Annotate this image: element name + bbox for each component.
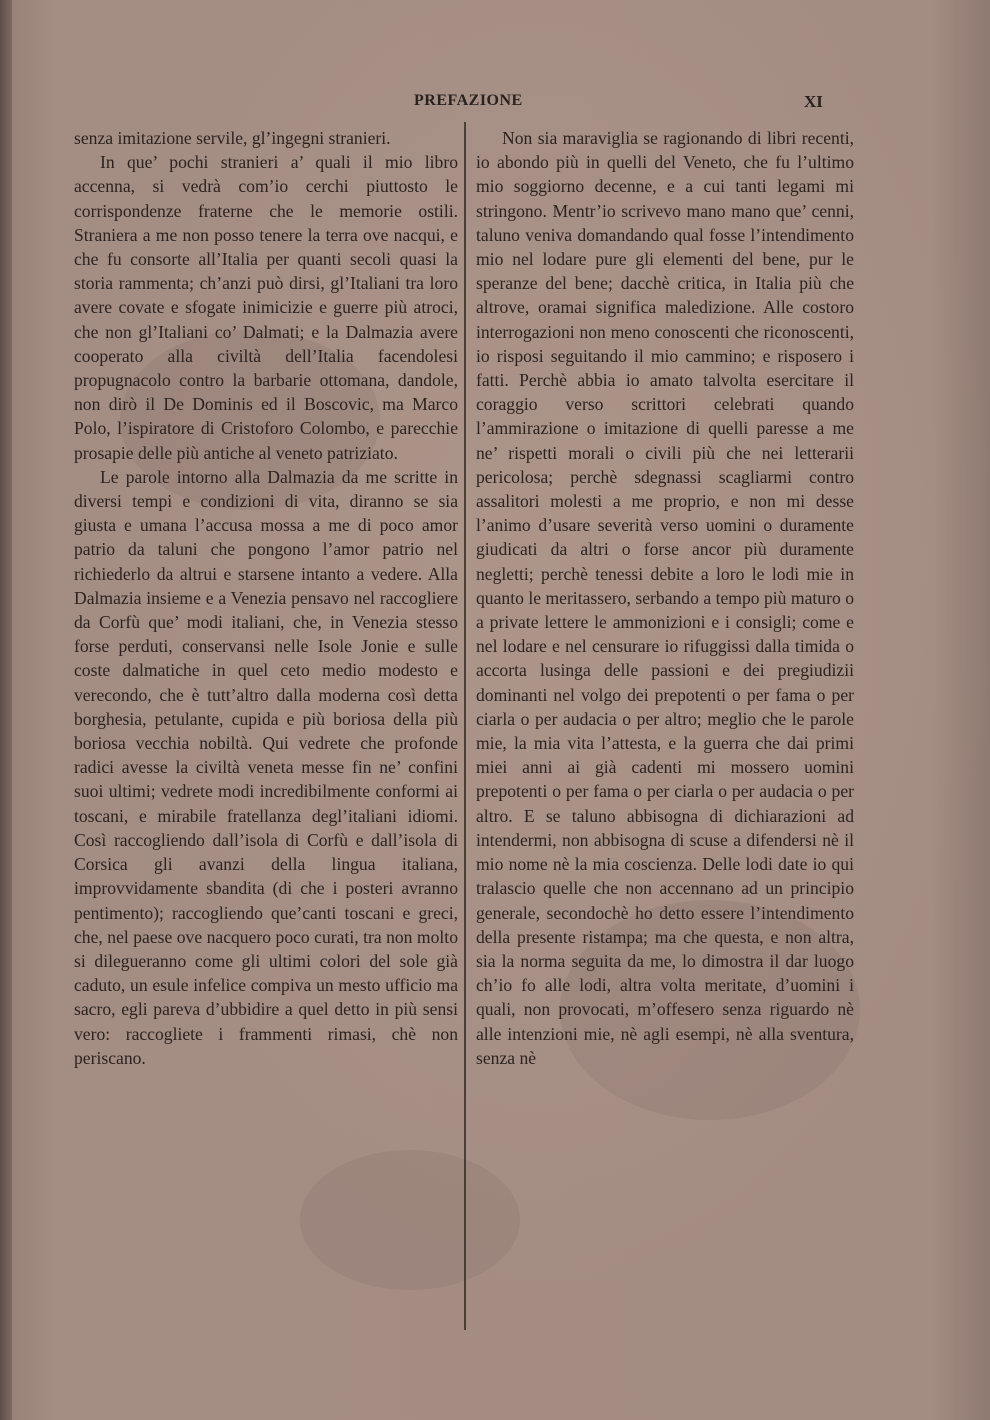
right-paragraph-1: Non sia maraviglia se ragionando di libri recenti, io abondo più in quelli del Veneto, che fu l’ultimo mio soggiorno decenne, e a cui tanti legami mi stringono. Mentr’io scrivevo mano mano que’ cenni, taluno veniva domandando qual fosse l’intendimento mio nel lodare pure gli elementi del bene, pur le speranze del bene; dacchè critica, in Italia più che altrove, oramai significa maledizione. Alle costoro interrogazioni non meno conoscenti che riconoscenti, io risposi seguitando il mio cammino; e risposero i fatti. Perchè abbia io amato talvolta esercitare il coraggio verso scrittori celebrati quando l’ammirazione o imitazione di quelli paresse a me ne’ rispetti morali o civili più che nei letterarii pericolosa; perchè sdegnassi scagliarmi contro assalitori molesti a me proprio, e non mi desse l’animo d’usare severità verso uomini o duramente giudicati da altri o forse ancor più duramente negletti; perchè tenessi debite a loro le lodi mie in quanto le meritassero, serbando a tempo più maturo o a private lettere le ammonizioni e i consigli; come e nel lodare e nel censurare io rifuggissi dalla timida o accorta lusinga delle passioni e dei pregiudizii dominanti nel volgo dei prepotenti o per fama o per ciarla o per audacia o per altro; meglio che le parole mie, la mia vita l’attesta, e la guerra che dai primi miei anni ai già cadenti mi mossero uomini prepotenti o per fama o per ciarla o per audacia o per altro. E se taluno abbisogna di dichiarazioni ad intendermi, non abbisogna di scuse a difendersi nè il mio nome nè la mia coscienza. Delle lodi date io qui tralascio quelle che non accennano ad un principio generale, secondochè ho detto essere l’intendimento della presente ristampa; ma che questa, e non altra, sia la norma seguita da me, lo dimostra il dar luogo ch’io fo alle lodi, altra volta meritate, d’uomini i quali, non provocati, m’offesero senza riguardo nè alle intenzioni mie, nè agli esempi, nè alla sventura, senza nè — [476, 128, 854, 1068]
page-header — [0, 92, 990, 118]
left-paragraph-3: Le parole intorno alla Dalmazia da me scritte in diversi tempi e condizioni di vita, diranno se sia giusta e umana l’accusa mossa a me di poco amor patrio da taluni che pongono l’amor patrio nel richiederlo da altrui e starsene intanto a vedere. Alla Dalmazia insieme e a Venezia pensavo nel raccogliere da Corfù que’ modi italiani, che, in Venezia stesso forse perduti, conservansi nelle Isole Jonie e sulle coste dalmatiche in quel ceto medio modesto e verecondo, che è tutt’altro dalla moderna così detta borghesia, petulante, cupida e più boriosa della più boriosa vecchia nobiltà. Qui vedrete che profonde radici avesse la civiltà veneta messe fin ne’ confini suoi ultimi; vedrete modi incredibilmente conformi ai toscani, e mirabile fratellanza degl’italiani idiomi. Così raccogliendo dall’isola di Corfù e dall’isola di Corsica gli avanzi della lingua italiana, improvvidamente sbandita (di che i posteri avranno pentimento); raccogliendo que’canti toscani e greci, che, nel paese ove nacquero poco curati, tra non molto si dilegueranno come gli ultimi colori del sole già caduto, un esule infelice compiva un mesto ufficio ma sacro, egli pareva d’ubbidire a quel detto in più sensi vero: raccogliete i frammenti rimasi, chè non periscano. — [74, 466, 458, 1068]
column-divider — [464, 122, 466, 1330]
running-head: PREFAZIONE — [414, 92, 523, 109]
page-spine-shadow — [0, 0, 12, 1420]
left-paragraph-2: In que’ pochi stranieri a’ quali il mio libro accenna, si vedrà com’io cerchi piuttosto le corrispondenze fraterne che le memorie ostili. Straniera a me non posso tenere la terra ove nacqui, e che fu consorte all’Italia per quanti secoli quasi la storia rammenta; ch’anzi può dirsi, gl’Italiani tra loro avere covate e sfogate inimicizie e guerre più atroci, che non gl’Italiani co’ Dalmati; e la Dalmazia avere cooperato alla civiltà dell’Italia facendolesi propugnacolo contro la barbarie ottomana, dandole, non dirò il De Dominis ed il Boscovic, ma Marco Polo, l’ispiratore di Cristoforo Colombo, e parecchie prosapie delle più antiche al veneto patriziato. — [74, 152, 458, 463]
page-number: XI — [804, 92, 823, 111]
left-column — [74, 126, 458, 1316]
left-paragraph-1: senza imitazione servile, gl’ingegni stranieri. — [74, 128, 391, 148]
right-column — [476, 126, 854, 1316]
